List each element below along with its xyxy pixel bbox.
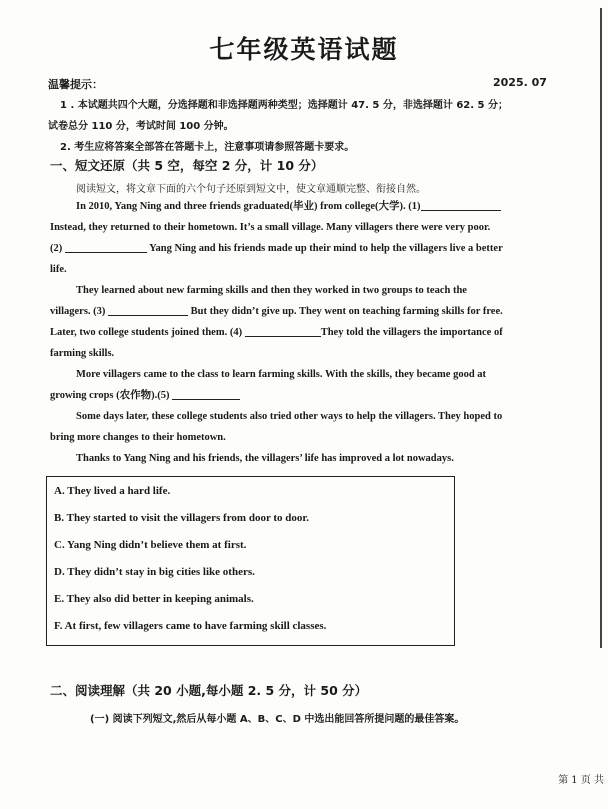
- passage-line: They learned about new farming skills and then they worked in two groups to teach the: [76, 285, 467, 296]
- page-title: 七年级英语试题: [209, 35, 399, 64]
- answer-blank-2: [65, 240, 147, 253]
- passage-line: Thanks to Yang Ning and his friends, the villagers’ life has improved a lot nowadays.: [76, 453, 454, 464]
- passage-line: More villagers came to the class to learn farming skills. With the skills, they became good at: [76, 369, 487, 380]
- blank-number-3: villagers. (3): [50, 306, 109, 317]
- option-c: C. Yang Ning didn’t believe them at first.: [54, 539, 247, 551]
- option-a: A. They lived a hard life.: [54, 485, 171, 497]
- passage-line: bring more changes to their hometown.: [50, 432, 226, 443]
- page-footer: 第 1 页 共: [558, 775, 604, 786]
- notice-line-3: 2. 考生应将答案全部答在答题卡上，注意事项请参照答题卡要求。: [60, 142, 355, 153]
- passage-line: Yang Ning and his friends made up their mind to help the villagers live a better: [146, 243, 503, 254]
- page-edge-line: [600, 8, 602, 648]
- passage-line: In 2010, Yang Ning and three friends graduated(毕业) from college(大学). (1): [76, 201, 421, 212]
- section-1-instruction: 阅读短文，将文章下面的六个句子还原到短文中，使文章通顺完整、衔接自然。: [76, 184, 426, 195]
- options-box: [46, 476, 455, 646]
- answer-blank-4: [245, 324, 321, 337]
- passage-line: Instead, they returned to their hometown. It’s a small village. Many villagers there were very poor.: [50, 222, 491, 233]
- section-2-instruction: (一) 阅读下列短文,然后从每小题 A、B、C、D 中选出能回答所提问题的最佳答案。: [90, 714, 465, 725]
- section-1-heading: 一、短文还原（共 5 空，每空 2 分，计 10 分）: [50, 158, 324, 173]
- answer-blank-5: [172, 387, 240, 400]
- notice-heading: 温馨提示：: [48, 78, 103, 91]
- passage-line: life.: [50, 264, 67, 275]
- answer-blank-1: [421, 198, 501, 211]
- passage-line: Some days later, these college students also tried other ways to help the villagers. They hoped to: [76, 411, 503, 422]
- section-2-heading: 二、阅读理解（共 20 小题,每小题 2. 5 分，计 50 分）: [50, 683, 368, 698]
- reading-passage: [50, 196, 580, 469]
- exam-date: 2025. 07: [493, 76, 547, 89]
- notice-line-1: 1 . 本试题共四个大题，分选择题和非选择题两种类型；选择题计 47. 5 分，非选择题计 62. 5 分；: [60, 100, 508, 111]
- option-e: E. They also did better in keeping animals.: [54, 593, 254, 605]
- passage-line: farming skills.: [50, 348, 115, 359]
- blank-number-2: (2): [50, 243, 63, 254]
- option-d: D. They didn’t stay in big cities like others.: [54, 566, 255, 578]
- notice-line-2: 试卷总分 110 分，考试时间 100 分钟。: [48, 121, 234, 132]
- passage-line: growing crops (农作物).(5): [50, 390, 173, 401]
- option-b: B. They started to visit the villagers from door to door.: [54, 512, 310, 524]
- option-f: F. At first, few villagers came to have farming skill classes.: [54, 620, 327, 632]
- passage-line: They told the villagers the importance of: [320, 327, 503, 338]
- answer-blank-3: [108, 303, 188, 316]
- blank-number-4: Later, two college students joined them. (4): [50, 327, 245, 338]
- passage-line: But they didn’t give up. They went on teaching farming skills for free.: [188, 306, 503, 317]
